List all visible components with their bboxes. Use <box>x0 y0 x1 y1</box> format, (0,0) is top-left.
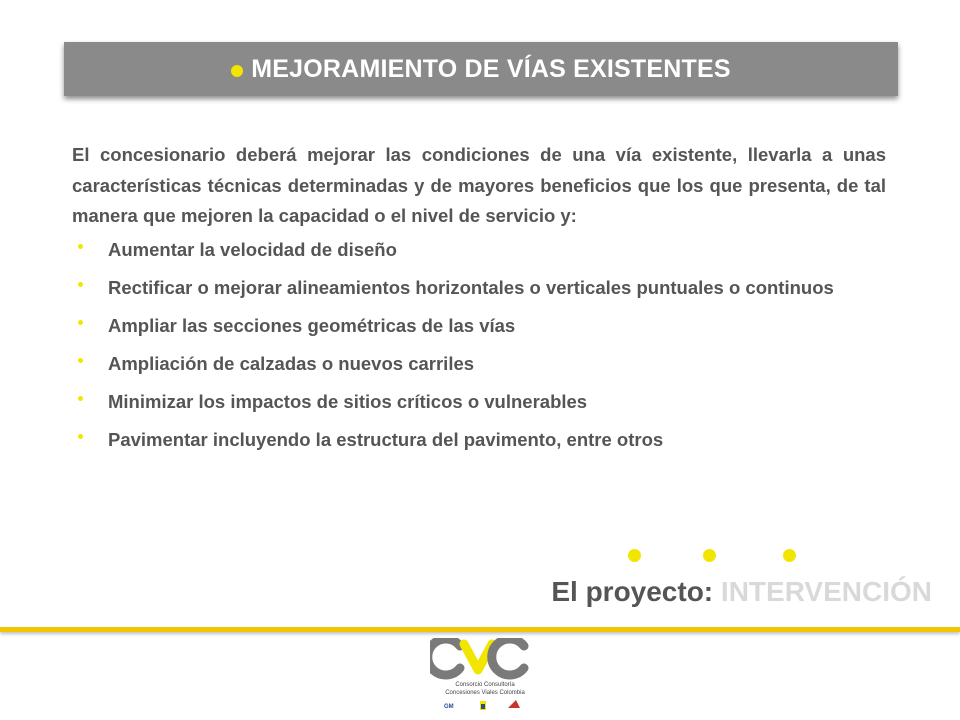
bullet-text: Minimizar los impactos de sitios críticos o vulnerables <box>108 390 588 412</box>
logo-line2: Concesiones Viales Colombia <box>445 690 525 696</box>
intro-paragraph: El concesionario deberá mejorar las condiciones de una vía existente, llevarla a unas características técnicas determinadas y de mayores beneficios que los que presenta, de tal manera que mejoren la capacidad o el nivel de servicio y: <box>72 144 886 226</box>
bullet-item <box>72 276 886 300</box>
bullet-text: Pavimentar incluyendo la estructura del pavimento, entre otros <box>108 428 664 450</box>
cvc-logo <box>430 638 540 714</box>
bullet-text: Aumentar la velocidad de diseño <box>108 238 397 260</box>
cvc-logo-icon <box>430 638 540 714</box>
footer-title <box>551 576 932 608</box>
partner-logo-gm: GM <box>444 704 454 710</box>
decorative-dot-icon <box>703 549 716 562</box>
bullet-item <box>72 428 886 452</box>
bullet-item <box>72 390 886 414</box>
bullet-dot-icon <box>78 358 83 363</box>
footer-prefix: El proyecto: <box>551 576 721 607</box>
decorative-dot-icon <box>783 549 796 562</box>
bullet-dot-icon <box>78 320 83 325</box>
bullet-text: Ampliar las secciones geométricas de las vías <box>108 314 516 336</box>
footer-accent: INTERVENCIÓN <box>720 576 932 607</box>
partner-logo-icon <box>508 700 520 708</box>
footer-divider <box>0 627 960 632</box>
bullet-text: Rectificar o mejorar alineamientos horizontales o verticales puntuales o continuos <box>108 276 834 298</box>
bullet-dot-icon <box>78 434 83 439</box>
logo-line1: Consorcio Consultoría <box>455 682 515 688</box>
bullet-item <box>72 238 886 262</box>
bullet-item <box>72 314 886 338</box>
bullet-dot-icon <box>78 396 83 401</box>
decorative-dot-icon <box>628 549 641 562</box>
bullet-dot-icon <box>231 65 243 77</box>
bullet-dot-icon <box>78 244 83 249</box>
bullet-text: Ampliación de calzadas o nuevos carriles <box>108 352 475 374</box>
slide-title: MEJORAMIENTO DE VÍAS EXISTENTES <box>251 54 731 83</box>
slide-content <box>72 140 886 466</box>
title-bar <box>64 42 898 96</box>
bullet-list <box>72 238 886 452</box>
bullet-item <box>72 352 886 376</box>
bullet-dot-icon <box>78 282 83 287</box>
